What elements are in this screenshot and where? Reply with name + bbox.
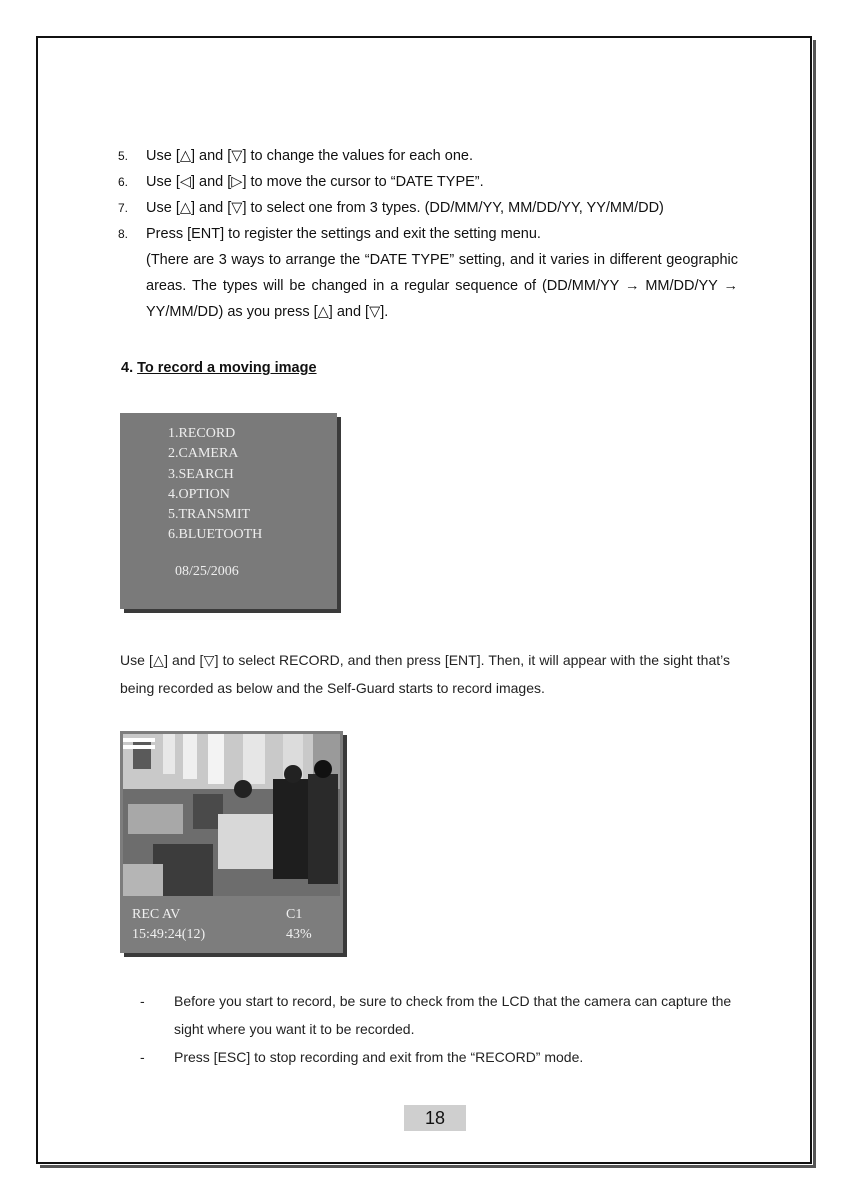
step-text: Use [◁] and [▷] to move the cursor to “DATE TYPE”. — [146, 174, 484, 190]
note-text: Press [ESC] to stop recording and exit from the “RECORD” mode. — [174, 1049, 584, 1065]
page-number: 18 — [404, 1105, 466, 1131]
note-text: Before you start to record, be sure to check from the LCD that the camera can capture the sight where you want it to be recorded. — [174, 993, 732, 1037]
bullet-dash: - — [140, 1049, 145, 1065]
menu-item-bluetooth: 6.BLUETOOTH — [168, 527, 263, 543]
step-5 — [118, 143, 738, 169]
channel-label: C1 — [286, 907, 303, 922]
step-number: 8. — [118, 227, 129, 241]
menu-item-search: 3.SEARCH — [168, 466, 234, 482]
storage-percent: 43% — [286, 927, 312, 942]
step-number: 5. — [118, 149, 129, 163]
date-type-note: (There are 3 ways to arrange the “DATE TYPE” setting, and it varies in different geographic areas. The types will be changed in a regular sequence of (DD/MM/YY → MM/DD/YY → YY/MM/DD) as you press [△] and [▽]. — [146, 252, 738, 320]
menu-item-camera: 2.CAMERA — [168, 446, 239, 462]
note-item — [140, 1043, 732, 1071]
record-instructions: Use [△] and [▽] to select RECORD, and then press [ENT]. Then, it will appear with the sight that’s being recorded as below and the Self-Guard starts to record images. — [120, 652, 730, 696]
notes-list — [140, 987, 732, 1071]
section-heading — [121, 360, 317, 376]
recording-status-label: REC AV — [132, 907, 181, 922]
section-number: 4. — [121, 360, 138, 376]
step-6 — [118, 169, 738, 195]
step-text: Press [ENT] to register the settings and exit the setting menu. — [146, 226, 541, 242]
step-8 — [118, 221, 738, 247]
menu-item-option: 4.OPTION — [168, 486, 230, 502]
menu-list — [168, 424, 262, 546]
step-7 — [118, 195, 738, 221]
step-text: Use [△] and [▽] to change the values for each one. — [146, 148, 474, 164]
menu-date: 08/25/2006 — [175, 564, 239, 579]
lcd-menu-screen — [120, 413, 337, 609]
note-item — [140, 987, 732, 1043]
menu-item-transmit: 5.TRANSMIT — [168, 507, 251, 523]
lcd-recording-screen — [120, 731, 343, 953]
step-number: 7. — [118, 201, 129, 215]
recording-scene-photo — [123, 734, 340, 896]
recording-time: 15:49:24(12) — [132, 927, 206, 942]
bullet-dash: - — [140, 993, 145, 1009]
menu-item-record: 1.RECORD — [168, 426, 236, 441]
step-text: Use [△] and [▽] to select one from 3 types. (DD/MM/YY, MM/DD/YY, YY/MM/DD) — [146, 200, 664, 216]
step-number: 6. — [118, 175, 129, 189]
steps-list — [118, 143, 738, 325]
section-title: To record a moving image — [137, 360, 317, 376]
